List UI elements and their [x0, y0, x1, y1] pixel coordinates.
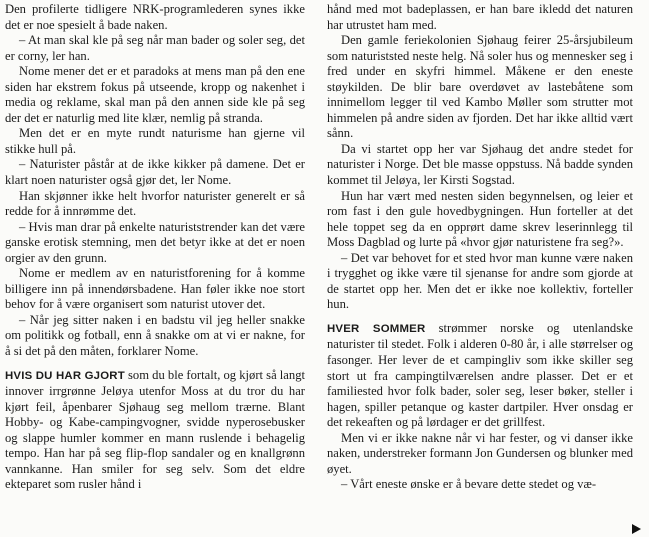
paragraph: – Naturister påstår at de ikke kikker på damene. Det er klart noen naturister også gjør det, ler Nome.: [5, 157, 305, 188]
section-text: som du ble fortalt, og kjørt så langt innover irrgrønne Jeløya utenfor Moss at du tror du har kjørt feil, åpenbarer Sjøhaug seg mellom trærne. Blant Hobby- og Kabe-campingvogner, svidde nyperosebusker og slappe humler kommer en mann ruslende i behagelig tempo. Han har på seg flip-flop sandaler og en knallgrønn vannkanne. Han smiler for seg selv. Som det eldre ekteparet som rusler hånd i: [5, 367, 305, 492]
paragraph: Nome mener det er et paradoks at mens man på den ene siden har ekstrem fokus på utseende, kropp og nakenhet i media og reklame, skal man på den annen side kle på seg der det er naturlig med lite klær, nemlig på stranda.: [5, 64, 305, 125]
paragraph: Men vi er ikke nakne når vi har fester, og vi danser ikke naken, understreker formann Jon Gundersen og blunker med øyet.: [327, 430, 633, 476]
section-lead-in: HVIS DU HAR GJORT: [5, 369, 125, 382]
paragraph: Da vi startet opp her var Sjøhaug det andre stedet for naturister i Norge. Det ble masse oppstuss. Nå badde synden kommet til Jeløya, ler Kirsti Sogstad.: [327, 141, 633, 188]
section-text: strømmer norske og utenlandske naturister til stedet. Folk i alderen 0-80 år, i alle størrelser og fasonger. Her lever de et campingliv som ikke skiller seg stort ut fra campingtilværelsen andre plasser. Det er et familiested hvor folk bader, soler seg, leser bøker, steller i hagen, spiller petanque og kaster dartpiler. Hver onsdag er det rekeaften og på lørdager er det grillfest.: [327, 320, 633, 430]
paragraph: Nome er medlem av en naturistforening for å komme billigere inn på innendørsbadene. Han føler ikke noe stort behov for å være organisert som naturist utover det.: [5, 266, 305, 312]
paragraph: Den gamle feriekolonien Sjøhaug feirer 25-årsjubileum som naturiststed neste helg. Nå soler hus og mennesker seg i fred under en skyfri himmel. Måkene er den eneste støykilden. De blir bare overdøvet av lastebåtene som innimellom legger til ved Kambo Møller som strutter mot himmelen på andre siden av fjorden. Det har ikke alltid vært sånn.: [327, 33, 633, 141]
paragraph: – Vårt eneste ønske er å bevare dette stedet og væ-: [341, 477, 597, 492]
right-column: [327, 2, 633, 493]
paragraph: Den profilerte tidligere NRK-programlederen synes ikke det er noe spesielt å bade naken.: [5, 2, 305, 32]
continue-arrow-icon: [632, 524, 641, 534]
paragraph: – Når jeg sitter naken i en badstu vil jeg heller snakke om politikk og fotball, enn å snakke om at vi er nakne, for å si det på den måten, forklarer Nome.: [5, 312, 305, 359]
paragraph: Hun har vært med nesten siden begynnelsen, og leier et rom fast i den gule hovedbygningen. Hun forteller at det hele toppet seg da en opprørt dame skrev leserinnlegg til Moss Dagblad og lurte på «hvor gjør naturistene fra seg?».: [327, 188, 633, 250]
paragraph: Han skjønner ikke helt hvorfor naturister generelt er så redde for å innrømme det.: [5, 188, 305, 219]
paragraph: – Hvis man drar på enkelte naturiststrender kan det være ganske erotisk stemning, men det betyr ikke at det er noen orgier av den grunn.: [5, 219, 305, 265]
section-lead-in: HVER SOMMER: [327, 322, 426, 335]
paragraph: – Det var behovet for et sted hvor man kunne være naken i trygghet og ikke være til sjenanse for andre som gjorde at de startet opp her. Men det er ikke noe kollektiv, forteller hun.: [327, 250, 633, 312]
paragraph: – At man skal kle på seg når man bader og soler seg, det er corny, ler han.: [5, 33, 305, 63]
section-paragraph: [327, 321, 633, 431]
paragraph: Men det er en myte rundt naturisme han gjerne vil stikke hull på.: [5, 126, 305, 156]
left-column: [5, 2, 305, 493]
paragraph: hånd med mot badeplassen, er han bare ikledd det naturen har utrustet ham med.: [327, 2, 633, 32]
section-paragraph: [5, 368, 305, 493]
